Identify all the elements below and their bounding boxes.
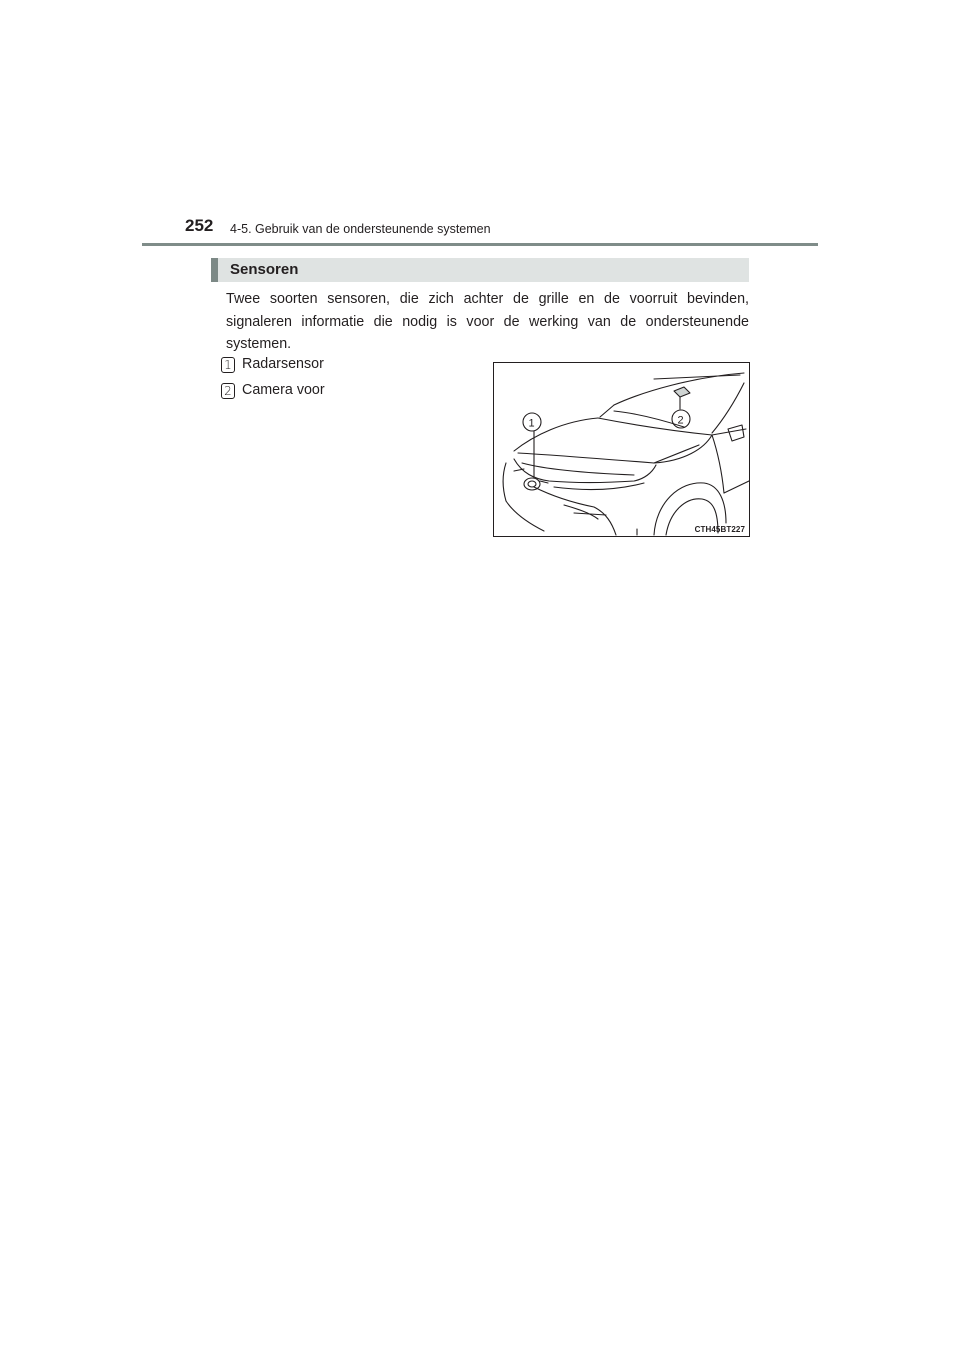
car-front-illustration [494, 363, 749, 536]
callout-1: 1 [528, 417, 535, 430]
page-number: 252 [185, 216, 214, 235]
header-rule [142, 243, 818, 246]
callout-2: 2 [677, 414, 684, 427]
section-title: Sensoren [230, 261, 299, 278]
running-head: 4-5. Gebruik van de ondersteunende systemen [230, 222, 491, 236]
camera-icon [674, 387, 690, 397]
radar-sensor-icon [524, 478, 540, 490]
legend-number-2: 2 [221, 383, 235, 399]
legend-label: Radarsensor [242, 356, 324, 372]
intro-paragraph: Twee soorten sensoren, die zich achter de grille en de voorruit bevinden, signaleren informatie die nodig is voor de werking van de ondersteunende systemen. [226, 291, 749, 352]
figure-code: CTH45BT227 [694, 525, 745, 534]
sensor-location-figure [493, 362, 750, 537]
legend-number-1: 1 [221, 357, 235, 373]
legend-label: Camera voor [242, 382, 325, 398]
section-heading-bar [211, 258, 749, 282]
